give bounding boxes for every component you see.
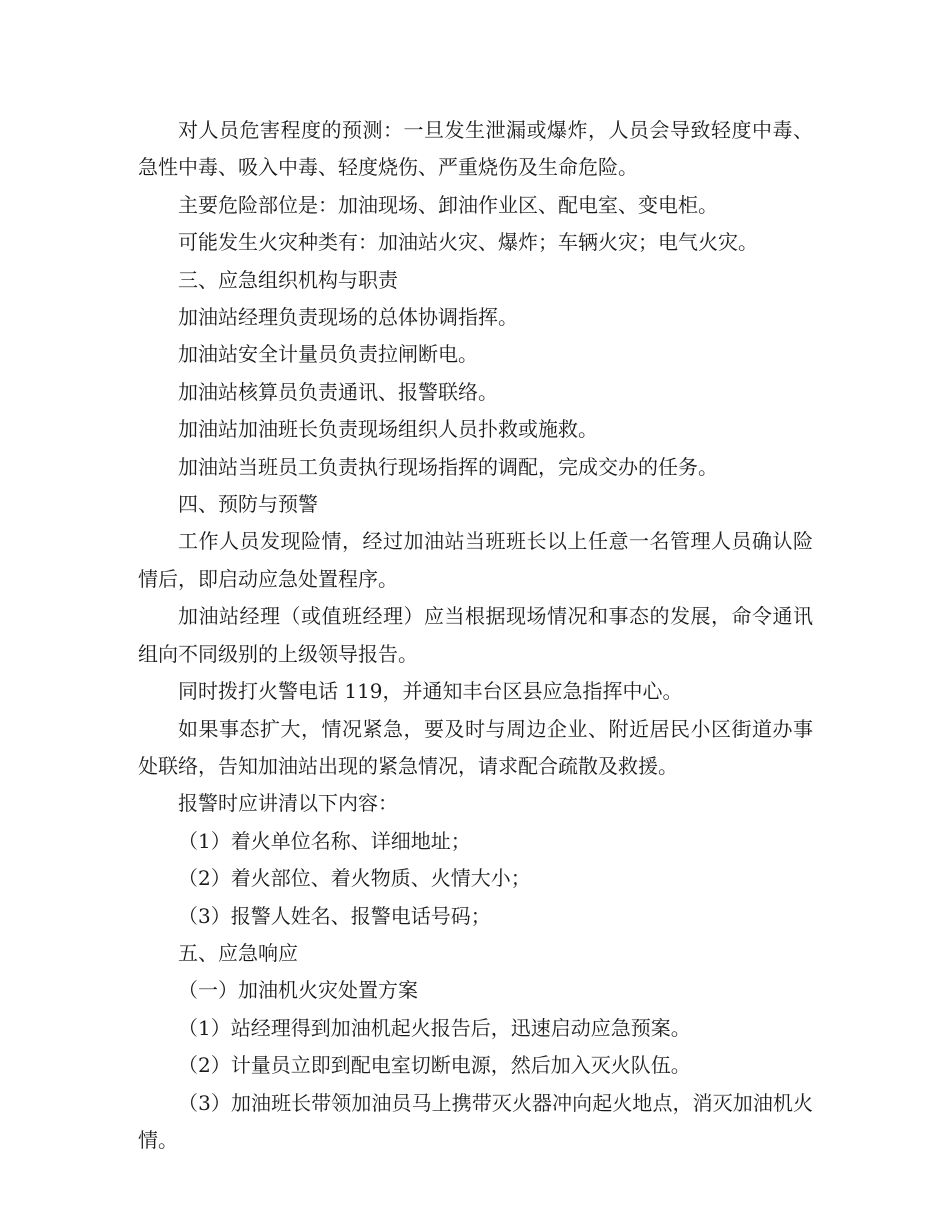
paragraph-danger-discovery: 工作人员发现险情，经过加油站当班班长以上任意一名管理人员确认险情后，即启动应急处置程序。 (138, 529, 813, 591)
list-item-alarm-2: （2）着火部位、着火物质、火情大小； (178, 866, 531, 891)
paragraph-main-hazard-locations: 主要危险部位是：加油现场、卸油作业区、配电室、变电柜。 (178, 192, 718, 217)
paragraph-shift-leader-duty: 加油站加油班长负责现场组织人员扑救或施救。 (178, 417, 598, 442)
document-body (138, 112, 813, 1159)
paragraph-fire-types: 可能发生火灾种类有：加油站火灾、爆炸；车辆火灾；电气火灾。 (178, 230, 758, 255)
paragraph-accountant-duty: 加油站核算员负责通讯、报警联络。 (178, 379, 498, 404)
section-heading-prevention: 四、预防与预警 (178, 492, 318, 517)
section-heading-organization: 三、应急组织机构与职责 (178, 267, 398, 292)
paragraph-staff-duty: 加油站当班员工负责执行现场指挥的调配，完成交办的任务。 (178, 454, 718, 479)
list-item-response-1: （1）站经理得到加油机起火报告后，迅速启动应急预案。 (178, 1015, 691, 1040)
paragraph-alarm-content-intro: 报警时应讲清以下内容： (178, 791, 398, 816)
list-item-alarm-1: （1）着火单位名称、详细地址； (178, 828, 471, 853)
paragraph-report-to-leaders: 加油站经理（或值班经理）应当根据现场情况和事态的发展，命令通讯组向不同级别的上级领导报告。 (138, 604, 813, 666)
list-item-response-3: （3）加油班长带领加油员马上携带灭火器冲向起火地点，消灭加油机火情。 (138, 1090, 813, 1152)
paragraph-hazard-prediction: 对人员危害程度的预测：一旦发生泄漏或爆炸，人员会导致轻度中毒、急性中毒、吸入中毒、轻度烧伤、严重烧伤及生命危险。 (138, 118, 813, 180)
list-item-response-2: （2）计量员立即到配电室切断电源，然后加入灭火队伍。 (178, 1053, 691, 1078)
subsection-heading-dispenser-fire: （一）加油机火灾处置方案 (178, 978, 418, 1003)
paragraph-call-119: 同时拨打火警电话 119，并通知丰台区县应急指挥中心。 (178, 679, 683, 704)
paragraph-manager-duty: 加油站经理负责现场的总体协调指挥。 (178, 305, 518, 330)
section-heading-response: 五、应急响应 (178, 940, 298, 965)
list-item-alarm-3: （3）报警人姓名、报警电话号码； (178, 903, 491, 928)
paragraph-safety-officer-duty: 加油站安全计量员负责拉闸断电。 (178, 342, 478, 367)
paragraph-escalation: 如果事态扩大，情况紧急，要及时与周边企业、附近居民小区街道办事处联络，告知加油站出现的紧急情况，请求配合疏散及救援。 (138, 716, 813, 778)
